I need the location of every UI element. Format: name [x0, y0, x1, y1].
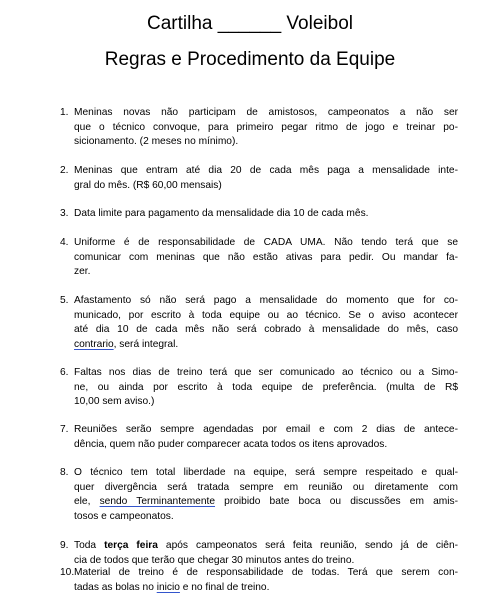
rule-line: Meninas novas não participam de amistosos, campeonatos a não ser [74, 107, 458, 118]
rule-line-start: ele, [74, 496, 100, 508]
spellcheck-underlined-word: contrario [74, 338, 114, 350]
rule-line-with-bold [74, 539, 458, 554]
rule-line-rest: proibido bate boca ou discussões em amis- [215, 496, 458, 508]
rule-line: municado, por escrito à toda equipe ou ao técnico. Se o aviso acontecer [74, 309, 458, 321]
rule-line: dência, quem não puder comparecer acata todos os itens aprovados. [74, 438, 388, 450]
rule-line: Reuniões serão sempre agendadas por email e com 2 dias de antece- [74, 424, 458, 435]
rule-text [74, 366, 458, 410]
rule-line: tosos e campeonatos. [74, 510, 174, 522]
rule-line: ne, ou ainda por escrito à toda equipe de preferência. (multa de R$ [74, 381, 458, 393]
rule-line: Uniforme é de responsabilidade de CADA UMA. Não tendo terá que se [74, 237, 458, 248]
rule-text [74, 294, 458, 352]
rule-text [74, 566, 458, 595]
rule-line: quer divergência será tratada sempre em reunião ou diretamente com [74, 481, 458, 493]
rule-line: gral do mês. (R$ 60,00 mensais) [74, 179, 222, 191]
rule-line-with-underline [74, 495, 458, 510]
rule-line-rest: após campeonatos será feita reunião, sendo já de ciên- [157, 540, 458, 551]
rule-number: 3. [60, 208, 69, 219]
rule-line: Faltas nos dias de treino terá que ser comunicado ao técnico ou a Simo- [74, 367, 458, 378]
rule-line: zer. [74, 266, 91, 278]
rule-number: 5. [60, 295, 69, 306]
document-title: Cartilha ______ Voleibol [147, 13, 353, 34]
rule-line-rest: , será integral. [113, 338, 179, 350]
rule-line: cia de todos que terão que chegar 30 minutos antes do treino. [74, 554, 355, 566]
rule-line: sicionamento. (2 meses no mínimo). [74, 136, 239, 148]
rule-line: Afastamento só não será pago a mensalidade do momento que for co- [74, 295, 458, 306]
rule-line-with-underline [74, 338, 458, 353]
rule-line: Data limite para pagamento da mensalidade dia 10 de cada mês. [74, 208, 369, 219]
rule-text [74, 466, 458, 524]
rule-line-start: tadas as bolas no [74, 581, 157, 593]
rule-text [74, 106, 458, 150]
spellcheck-underlined-phrase: sendo Terminantemente [99, 496, 216, 508]
rule-line: até dia 10 de cada mês não será cobrado à mensalidade do mês, caso [74, 324, 458, 336]
rule-line: O técnico tem total liberdade na equipe, será sempre respeitado e qual- [74, 467, 458, 478]
rule-number: 8. [60, 467, 69, 478]
rule-number: 2. [60, 165, 69, 176]
rule-line-start: Toda [74, 540, 105, 551]
rule-number: 6. [60, 367, 69, 378]
rule-text [74, 207, 458, 222]
rule-text [74, 236, 458, 280]
rule-line: comunicar com meninas que não estão ativas para pedir. Ou mandar fa- [74, 251, 458, 263]
rule-number: 9. [60, 540, 69, 551]
document-subtitle: Regras e Procedimento da Equipe [104, 49, 396, 70]
rule-number: 4. [60, 237, 69, 248]
rule-line: 10,00 sem aviso.) [74, 396, 155, 408]
rule-line: que o técnico convoque, para primeiro pegar ritmo de jogo e treinar po- [74, 121, 458, 133]
spellcheck-underlined-word: inicio [156, 581, 180, 593]
bold-phrase: terça feira [104, 540, 158, 551]
rule-line: Material de treino é de responsabilidade de todas. Terá que serem con- [74, 567, 458, 578]
rule-number: 1. [60, 107, 69, 118]
rule-line-rest: e no final de treino. [179, 581, 270, 593]
rule-line: Meninas que entram até dia 20 de cada mês paga a mensalidade inte- [74, 165, 458, 176]
rule-text [74, 539, 458, 568]
rule-line-with-underline [74, 581, 458, 596]
rule-text [74, 423, 458, 452]
rule-number: 10. [60, 567, 75, 578]
rule-text [74, 164, 458, 193]
rule-number: 7. [60, 424, 69, 435]
